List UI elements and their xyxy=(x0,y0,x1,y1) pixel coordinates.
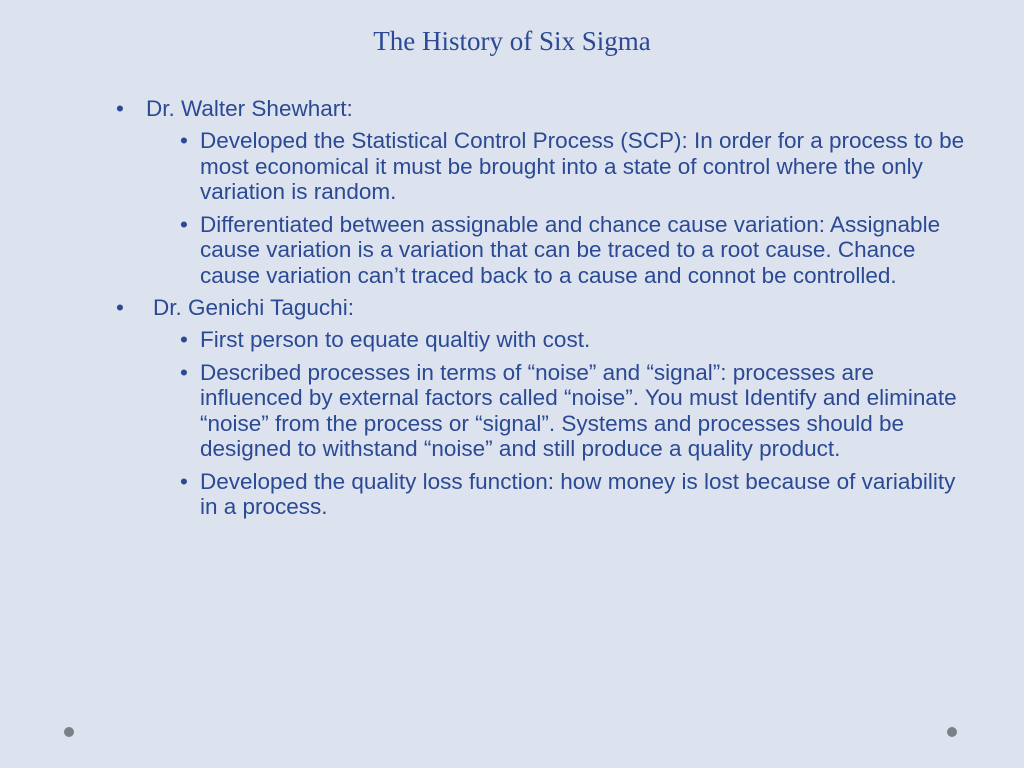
bullet-marker: • xyxy=(180,327,188,352)
bullet-list xyxy=(112,96,972,527)
shewhart-points xyxy=(146,128,972,288)
slide-title: The History of Six Sigma xyxy=(373,26,651,56)
decorative-dot-left xyxy=(64,727,74,737)
list-item xyxy=(156,360,972,462)
decorative-dot-right xyxy=(947,727,957,737)
point-text: Developed the quality loss function: how money is lost because of variability in a process. xyxy=(200,468,956,519)
bullet-marker: • xyxy=(180,468,188,494)
bullet-marker: • xyxy=(116,295,124,320)
point-text: Differentiated between assignable and chance cause variation: Assignable cause variation is a variation that can be traced to a root cause. Chance cause variation can’t traced back to a cause and connot be controlled. xyxy=(200,211,941,288)
list-item xyxy=(156,469,972,520)
section-shewhart xyxy=(112,96,972,288)
bullet-marker: • xyxy=(180,211,188,237)
point-text: Developed the Statistical Control Process (SCP): In order for a process to be most economical it must be brought into a state of control where the only variation is random. xyxy=(200,128,965,204)
section-taguchi xyxy=(112,295,972,520)
bullet-marker: • xyxy=(180,128,188,153)
bullet-marker: • xyxy=(180,359,188,385)
section-heading-taguchi: Dr. Genichi Taguchi: xyxy=(153,295,354,320)
bullet-marker: • xyxy=(116,96,124,121)
taguchi-points xyxy=(146,327,972,520)
section-heading-shewhart: Dr. Walter Shewhart: xyxy=(146,96,353,121)
point-text: First person to equate qualtiy with cost. xyxy=(200,327,591,352)
list-item xyxy=(156,128,972,205)
list-item xyxy=(156,327,972,353)
list-item xyxy=(156,212,972,289)
point-text: Described processes in terms of “noise” and “signal”: processes are influenced by external factors called “noise”. You must Identify and eliminate “noise” from the process or “signal”. Systems and processes should be designed to withstand “noise” and still produce a quality product. xyxy=(200,359,957,461)
